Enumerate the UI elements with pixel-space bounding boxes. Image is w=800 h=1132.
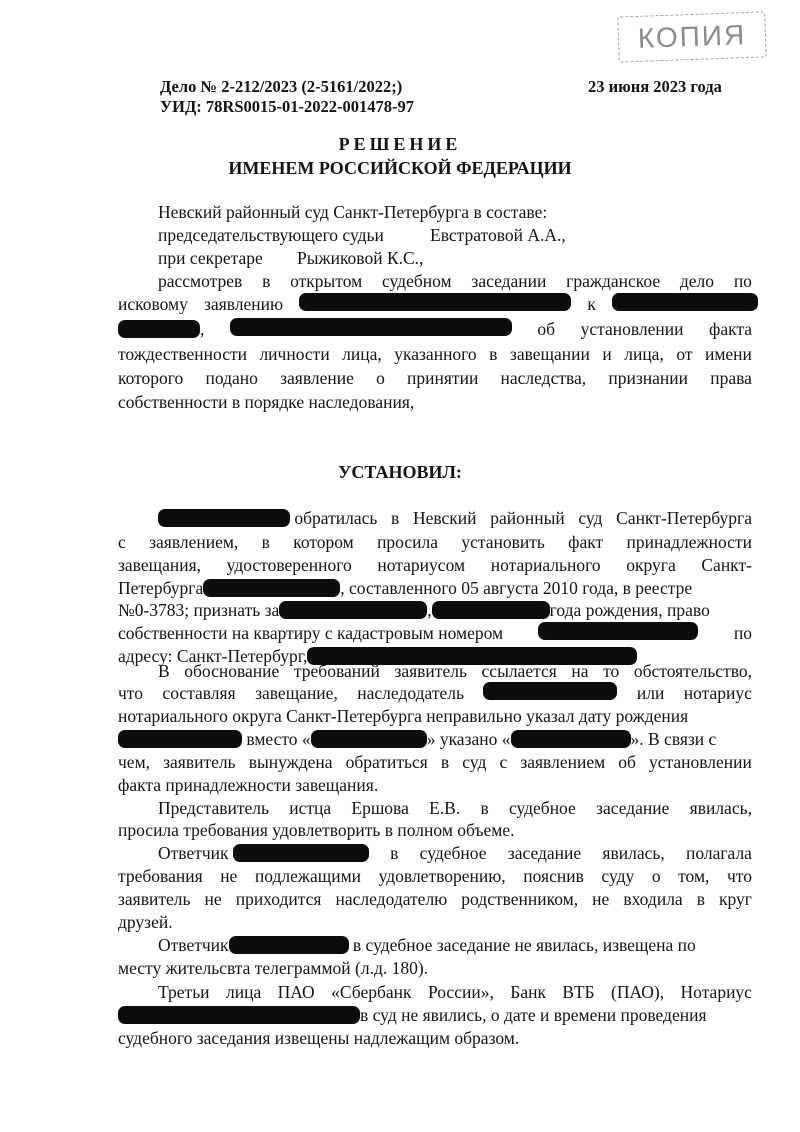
p6-line-1: Третьи лица ПАО «Сбербанк России», Банк ВТБ (ПАО), Нотариус <box>158 982 752 1002</box>
p6-line-2: в суд не явились, о дате и времени проведения <box>118 1004 707 1026</box>
document-title: РЕШЕНИЕ <box>338 134 462 154</box>
case-header <box>160 77 414 117</box>
p1-line-1: обратилась в Невский районный суд Санкт-Петербурга <box>158 507 752 529</box>
p3-line-1: Представитель истца Ершова Е.В. в судебное заседание явилась, <box>158 798 752 818</box>
p1-line-7: адресу: Санкт-Петербург, <box>118 645 637 667</box>
p5-line-2: месту жительсвта телеграммой (л.д. 180). <box>118 958 429 978</box>
p1-line-3: завещания, удостоверенного нотариусом нотариального округа Санкт- <box>118 555 752 575</box>
redacted-block <box>118 320 200 338</box>
intro-line-8: которого подано заявление о принятии наследства, признании права <box>118 368 752 388</box>
copy-stamp: КОПИЯ <box>617 11 767 62</box>
secretary-name: Рыжиковой К.С., <box>297 248 424 268</box>
redacted-block <box>229 936 349 954</box>
secretary-label: при секретаре <box>158 248 263 268</box>
p2-line-3: нотариального округа Санкт-Петербурга неправильно указал дату рождения <box>118 706 689 726</box>
intro-line-4: рассмотрев в открытом судебном заседании гражданское дело по <box>158 271 752 291</box>
p4-line-4: друзей. <box>118 912 173 932</box>
p1-line-6: собственности на квартиру с кадастровым номером по <box>118 623 752 643</box>
p1-line-2: с заявлением, в котором просила установить факт принадлежности <box>118 532 752 552</box>
p2-line-2: что составляя завещание, наследодатель или нотариус <box>118 683 752 703</box>
judge-name: Евстратовой А.А., <box>430 225 566 245</box>
case-uid: УИД: 78RS0015-01-2022-001478-97 <box>160 97 414 116</box>
redacted-block <box>311 730 427 748</box>
p2-line-6: факта принадлежности завещания. <box>118 775 379 795</box>
p4-line-2: требования не подлежащими удовлетворению, пояснив суду о том, что <box>118 866 752 886</box>
redacted-block <box>612 293 758 311</box>
decision-date: 23 июня 2023 года <box>588 77 722 96</box>
redacted-block <box>158 509 290 527</box>
redacted-block <box>203 579 340 597</box>
redacted-block <box>230 318 512 336</box>
intro-line-6: , об установлении факта <box>118 318 752 340</box>
redacted-block <box>299 293 571 311</box>
redacted-block <box>538 622 698 640</box>
section-heading-established: УСТАНОВИЛ: <box>338 462 462 482</box>
redacted-block <box>118 1006 360 1024</box>
intro-line-9: собственности в порядке наследования, <box>118 392 415 412</box>
document-subtitle: ИМЕНЕМ РОССИЙСКОЙ ФЕДЕРАЦИИ <box>228 158 572 178</box>
p1-line-5: №0-3783; признать за , года рождения, право <box>118 600 710 620</box>
court-composition: Невский районный суд Санкт-Петербурга в составе: <box>158 202 548 222</box>
p4-line-3: заявитель не приходится наследодателю родственником, не входила в круг <box>118 889 752 909</box>
redacted-block <box>432 601 550 619</box>
p3-line-2: просила требования удовлетворить в полном объеме. <box>118 820 515 840</box>
redacted-block <box>118 730 242 748</box>
redacted-block <box>233 844 369 862</box>
p4-line-1: Ответчик в судебное заседание явилась, полагала <box>158 843 752 863</box>
intro-line-7: тождественности личности лица, указанного в завещании и лица, от имени <box>118 344 752 364</box>
redacted-block <box>511 730 631 748</box>
p2-line-4: вместо « » указано « ». В связи с <box>118 728 716 750</box>
p6-line-3: судебного заседания извещены надлежащим образом. <box>118 1028 520 1048</box>
p1-line-4: Петербурга , составленного 05 августа 2010 года, в реестре <box>118 578 693 598</box>
p2-line-1: В обоснование требований заявитель ссылается на то обстоятельство, <box>158 661 752 681</box>
judge-label: председательствующего судьи <box>158 225 384 245</box>
intro-line-5: исковому заявлению к <box>118 293 758 315</box>
case-number: Дело № 2-212/2023 (2-5161/2022;) <box>160 77 403 96</box>
p5-line-1: Ответчик в судебное заседание не явилась, извещена по <box>158 935 696 955</box>
p2-line-5: чем, заявитель вынуждена обратиться в суд с заявлением об установлении <box>118 752 752 772</box>
redacted-block <box>483 682 617 700</box>
redacted-block <box>279 601 427 619</box>
